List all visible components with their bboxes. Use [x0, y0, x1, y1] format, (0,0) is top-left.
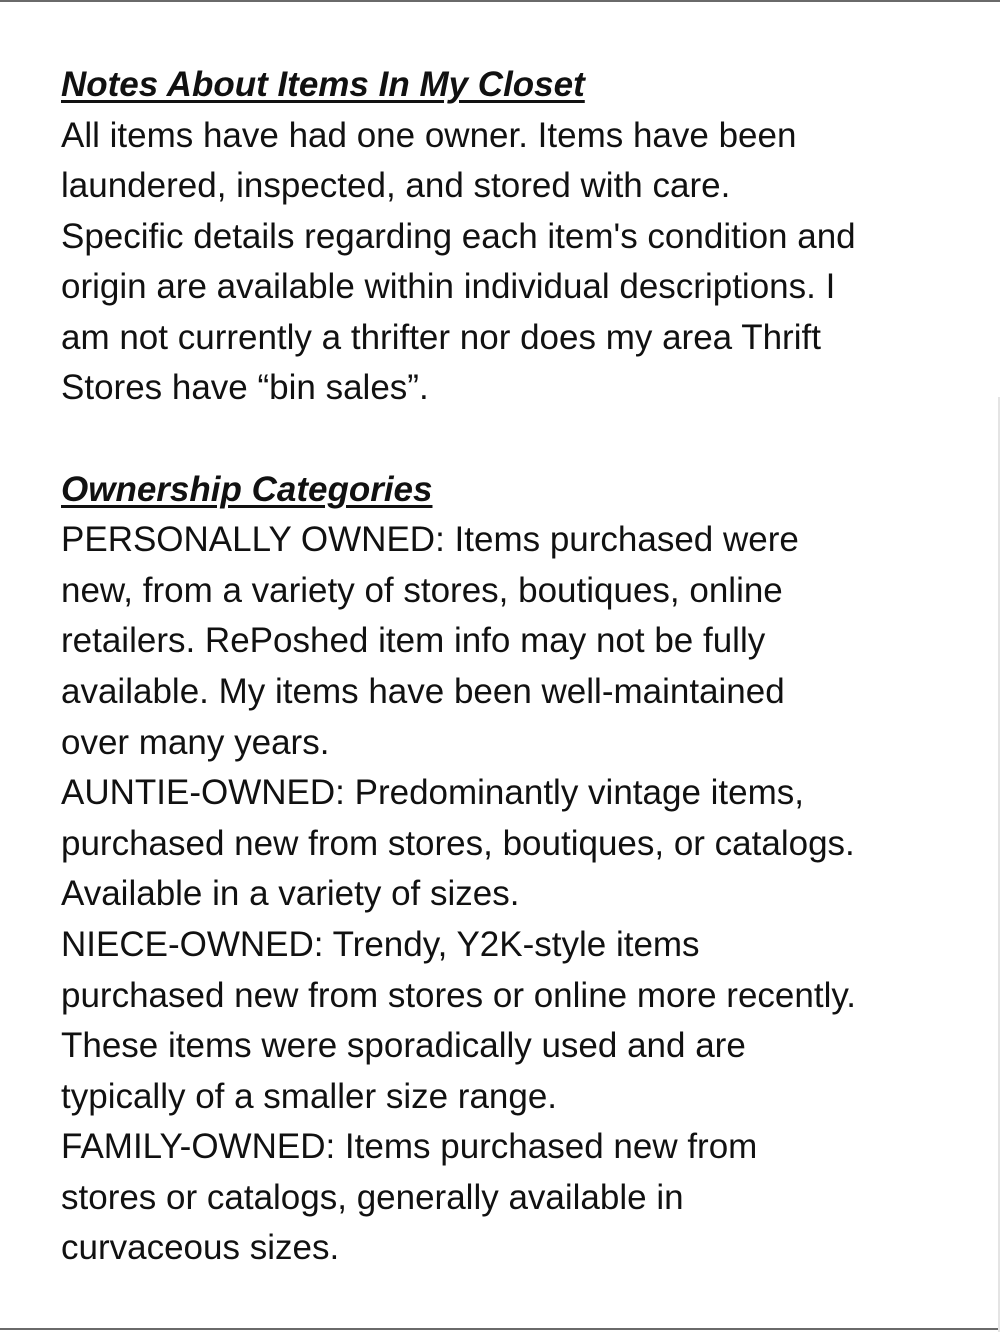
- section-spacer: [61, 414, 966, 465]
- text-line: AUNTIE-OWNED: Predominantly vintage items,: [61, 773, 804, 813]
- text-line: origin are available within individual descriptions. I: [61, 267, 836, 307]
- text-line: am not currently a thrifter nor does my area Thrift: [61, 317, 821, 357]
- text-line: FAMILY-OWNED: Items purchased new from: [61, 1127, 758, 1167]
- text-line: typically of a smaller size range.: [61, 1076, 558, 1116]
- section-heading: Ownership Categories: [61, 469, 433, 509]
- text-line: retailers. RePoshed item info may not be fully: [61, 621, 766, 661]
- text-line: These items were sporadically used and are: [61, 1026, 746, 1066]
- section-heading: Notes About Items In My Closet: [61, 65, 585, 104]
- text-line: All items have had one owner. Items have been: [61, 115, 797, 155]
- text-line: NIECE-OWNED: Trendy, Y2K-style items: [61, 924, 700, 964]
- text-line: Stores have “bin sales”.: [61, 368, 429, 408]
- text-line: purchased new from stores, boutiques, or catalogs.: [61, 823, 855, 863]
- text-line: purchased new from stores or online more recently.: [61, 975, 856, 1015]
- text-line: new, from a variety of stores, boutiques, online: [61, 570, 783, 610]
- text-line: Specific details regarding each item's condition and: [61, 216, 856, 256]
- text-line: stores or catalogs, generally available in: [61, 1177, 684, 1217]
- ownership-categories-body: [61, 515, 966, 1274]
- text-line: available. My items have been well-maintained: [61, 671, 785, 711]
- notes-document: [61, 60, 966, 1274]
- ownership-categories-section: [61, 465, 966, 1274]
- text-line: PERSONALLY OWNED: Items purchased were: [61, 520, 799, 560]
- text-line: curvaceous sizes.: [61, 1228, 340, 1268]
- closet-notes-section: [61, 60, 966, 414]
- closet-notes-body: [61, 111, 966, 415]
- text-line: laundered, inspected, and stored with care.: [61, 166, 731, 206]
- text-line: over many years.: [61, 722, 330, 762]
- text-line: Available in a variety of sizes.: [61, 874, 520, 914]
